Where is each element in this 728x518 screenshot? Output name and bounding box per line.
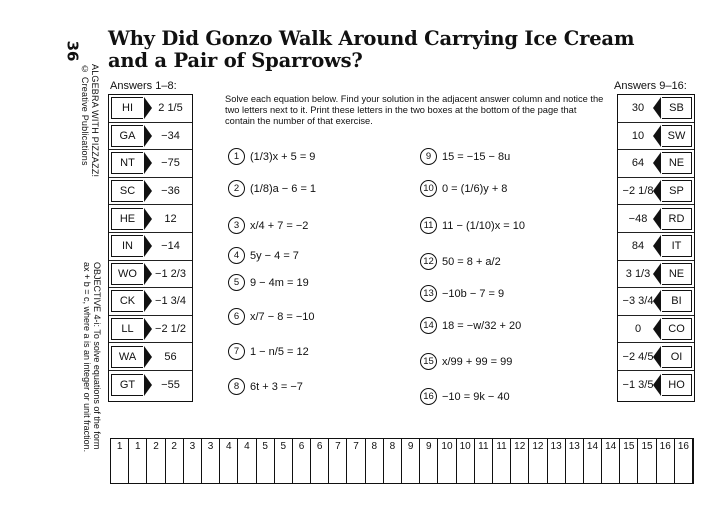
answer-box[interactable]: 4: [238, 439, 256, 483]
answer-value: −1 3/5: [622, 378, 654, 391]
answer-box[interactable]: 10: [438, 439, 456, 483]
answer-row-left: [109, 316, 192, 344]
answer-box[interactable]: 11: [475, 439, 493, 483]
problem-equation: 6t + 3 = −7: [250, 380, 303, 393]
problem-item: [420, 253, 501, 270]
answer-box[interactable]: 2: [147, 439, 165, 483]
answer-value: 64: [631, 157, 645, 170]
answer-box[interactable]: 9: [402, 439, 420, 483]
answer-value: 12: [164, 212, 177, 225]
problem-number: 5: [228, 274, 245, 291]
problem-item: [228, 308, 315, 325]
page-number: 36: [63, 40, 82, 62]
problem-equation: 18 = −w/32 + 20: [442, 319, 522, 332]
answer-box[interactable]: 12: [529, 439, 547, 483]
answer-code: GT: [111, 374, 143, 396]
answer-value: 10: [631, 129, 645, 142]
answer-code: RD: [662, 208, 692, 230]
answer-box[interactable]: 16: [657, 439, 675, 483]
answer-box[interactable]: 3: [202, 439, 220, 483]
page-title: [108, 28, 648, 72]
answer-code: SP: [662, 180, 692, 202]
problem-number: 6: [228, 308, 245, 325]
answer-code: HE: [111, 208, 143, 230]
answer-value: 2 1/5: [158, 102, 183, 115]
answer-value: −75: [161, 157, 180, 170]
answer-code: LL: [111, 318, 143, 340]
answer-row-right: [618, 205, 694, 233]
problem-number: 7: [228, 343, 245, 360]
problem-equation: x/99 + 99 = 99: [442, 355, 513, 368]
answer-code: HI: [111, 97, 143, 119]
answer-row-right: [618, 150, 694, 178]
answer-box[interactable]: 2: [166, 439, 184, 483]
objective-line-2: ax + b = c, where a is an integer or unit fraction.: [82, 262, 92, 453]
answer-code: HO: [662, 374, 692, 396]
answer-code: CO: [662, 318, 692, 340]
answer-value: −14: [161, 240, 180, 253]
answer-box[interactable]: 7: [347, 439, 365, 483]
title-line-2: and a Pair of Sparrows?: [108, 49, 363, 72]
answer-value: 84: [631, 240, 645, 253]
problem-item: [420, 317, 521, 334]
objective-line-1: OBJECTIVE 4-i: To solve equations of the form: [92, 262, 102, 450]
answer-value: −2 1/8: [622, 185, 654, 198]
answer-row-left: [109, 95, 192, 123]
problem-item: [228, 148, 315, 165]
problem-equation: −10 = 9k − 40: [442, 390, 510, 403]
problem-item: [228, 274, 309, 291]
problem-number: 12: [420, 253, 437, 270]
problem-item: [420, 285, 504, 302]
answer-code: NT: [111, 152, 143, 174]
answer-column-right: [617, 94, 695, 402]
problem-item: [228, 247, 299, 264]
problem-number: 1: [228, 148, 245, 165]
answer-row-right: [618, 261, 694, 289]
problem-number: 4: [228, 247, 245, 264]
problem-equation: (1/8)a − 6 = 1: [250, 182, 317, 195]
problem-equation: 11 − (1/10)x = 10: [442, 219, 525, 232]
answer-code: WA: [111, 346, 143, 368]
answer-box[interactable]: 8: [384, 439, 402, 483]
answer-row-left: [109, 123, 192, 151]
problem-equation: 50 = 8 + a/2: [442, 255, 501, 268]
answer-box[interactable]: 13: [566, 439, 584, 483]
answer-code: SC: [111, 180, 143, 202]
problem-equation: (1/3)x + 5 = 9: [250, 150, 316, 163]
problem-number: 16: [420, 388, 437, 405]
answer-row-right: [618, 95, 694, 123]
answers-right-header: Answers 9–16:: [614, 80, 687, 92]
problem-equation: 9 − 4m = 19: [250, 276, 309, 289]
answer-box[interactable]: 14: [584, 439, 602, 483]
answer-code: IT: [662, 235, 692, 257]
answer-column-left: [108, 94, 193, 402]
credit-line-2: © Creative Publications: [80, 64, 90, 166]
problem-equation: x/4 + 7 = −2: [250, 219, 309, 232]
problem-item: [420, 148, 510, 165]
problem-equation: −10b − 7 = 9: [442, 287, 505, 300]
problem-number: 2: [228, 180, 245, 197]
problem-number: 8: [228, 378, 245, 395]
answer-box[interactable]: 3: [184, 439, 202, 483]
answer-row-right: [618, 371, 694, 399]
answer-row-left: [109, 343, 192, 371]
problem-item: [228, 217, 308, 234]
answer-value: −34: [161, 129, 180, 142]
problem-number: 15: [420, 353, 437, 370]
answer-code: CK: [111, 290, 143, 312]
answer-row-left: [109, 178, 192, 206]
problem-number: 13: [420, 285, 437, 302]
answers-left-header: Answers 1–8:: [110, 80, 177, 92]
title-line-1: Why Did Gonzo Walk Around Carrying Ice Cream: [108, 27, 635, 50]
answer-code: NE: [662, 263, 692, 285]
answer-value: −36: [161, 185, 180, 198]
problem-item: [228, 343, 309, 360]
answer-value: −1 2/3: [155, 267, 186, 280]
problem-item: [420, 353, 512, 370]
answer-value: 30: [631, 102, 645, 115]
answer-box[interactable]: 5: [275, 439, 293, 483]
answer-code: OI: [662, 346, 692, 368]
answer-row-right: [618, 316, 694, 344]
answer-box[interactable]: 13: [548, 439, 566, 483]
answer-value: −2 1/2: [155, 323, 186, 336]
problem-item: [228, 378, 303, 395]
side-credit: [80, 64, 100, 177]
problem-number: 9: [420, 148, 437, 165]
answer-value: 56: [164, 350, 177, 363]
answer-value: −3 3/4: [622, 295, 654, 308]
answer-box[interactable]: 12: [511, 439, 529, 483]
answer-box[interactable]: 5: [257, 439, 275, 483]
problem-item: [228, 180, 316, 197]
answer-row-left: [109, 261, 192, 289]
problem-number: 10: [420, 180, 437, 197]
answer-code: NE: [662, 152, 692, 174]
answer-box[interactable]: 15: [620, 439, 638, 483]
answer-box[interactable]: 8: [366, 439, 384, 483]
answer-code: BI: [662, 290, 692, 312]
problem-equation: 0 = (1/6)y + 8: [442, 182, 508, 195]
answer-row-left: [109, 233, 192, 261]
answer-row-right: [618, 288, 694, 316]
answer-row-left: [109, 150, 192, 178]
answer-row-right: [618, 178, 694, 206]
answer-value: 0: [634, 323, 642, 336]
side-objective: [82, 262, 102, 452]
problem-equation: 15 = −15 − 8u: [442, 150, 511, 163]
problem-equation: x/7 − 8 = −10: [250, 310, 315, 323]
problem-number: 11: [420, 217, 437, 234]
answer-box[interactable]: 7: [329, 439, 347, 483]
answer-box[interactable]: 10: [457, 439, 475, 483]
answer-code: SW: [662, 125, 692, 147]
answer-box[interactable]: 6: [293, 439, 311, 483]
answer-box[interactable]: 6: [311, 439, 329, 483]
answer-row-right: [618, 233, 694, 261]
answer-box[interactable]: 15: [638, 439, 656, 483]
answer-row-right: [618, 123, 694, 151]
answer-box[interactable]: 16: [675, 439, 693, 483]
problem-equation: 5y − 4 = 7: [250, 249, 299, 262]
problem-number: 14: [420, 317, 437, 334]
answer-code: IN: [111, 235, 143, 257]
problem-item: [420, 217, 525, 234]
answer-box[interactable]: 1: [111, 439, 129, 483]
answer-row-right: [618, 343, 694, 371]
answer-box[interactable]: 4: [220, 439, 238, 483]
problem-item: [420, 180, 507, 197]
answer-value: 3 1/3: [625, 267, 651, 280]
answer-code: SB: [662, 97, 692, 119]
problem-number: 3: [228, 217, 245, 234]
answer-row-left: [109, 288, 192, 316]
answer-row-left: [109, 205, 192, 233]
answer-strip: [110, 438, 694, 484]
answer-code: GA: [111, 125, 143, 147]
answer-row-left: [109, 371, 192, 399]
answer-value: −2 4/5: [622, 350, 654, 363]
answer-code: WO: [111, 263, 143, 285]
credit-line-1: ALGEBRA WITH PIZZAZZ!: [90, 64, 100, 178]
answer-value: −55: [161, 378, 180, 391]
answer-value: −48: [628, 212, 648, 225]
answer-box[interactable]: 11: [493, 439, 511, 483]
answer-value: −1 3/4: [155, 295, 186, 308]
answer-box[interactable]: 14: [602, 439, 620, 483]
answer-box[interactable]: 1: [129, 439, 147, 483]
answer-box[interactable]: 9: [420, 439, 438, 483]
instructions: Solve each equation below. Find your solution in the adjacent answer column and notice the two letters next to it. Print these letters in the two boxes at the bottom of the page that contain the number of that exercise.: [225, 94, 604, 126]
problem-equation: 1 − n/5 = 12: [250, 345, 309, 358]
problem-item: [420, 388, 510, 405]
